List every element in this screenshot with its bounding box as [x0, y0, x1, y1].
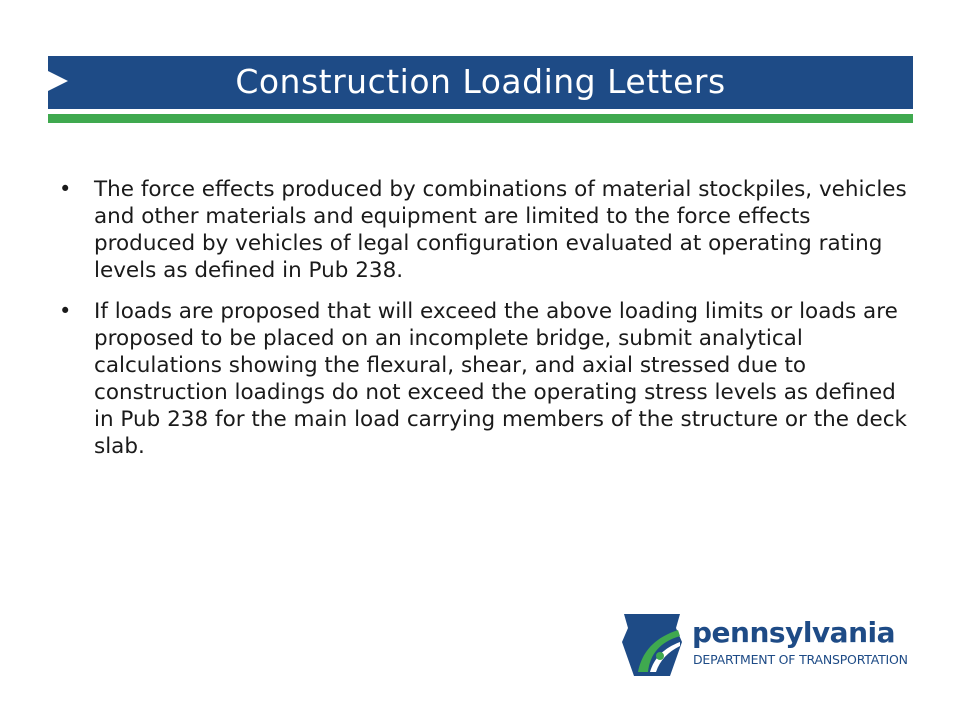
bullet-text: If loads are proposed that will exceed the above loading limits or loads are proposed to be placed on an incomplete bridge, submit analytical calculations showing the flexural, shear, and axial stressed due to construction loadings do not exceed the operating stress levels as defined in Pub 238 for the main load carrying members of the structure or the deck slab. — [94, 299, 907, 459]
penndot-logo — [620, 612, 920, 682]
keystone-icon — [620, 612, 684, 678]
bullet-text: The force effects produced by combinations of material stockpiles, vehicles and other materials and equipment are limited to the force effects produced by vehicles of legal configuration evaluated at operating rating levels as defined in Pub 238. — [94, 177, 907, 283]
bullet-list — [55, 176, 915, 474]
logo-wordmark: pennsylvania — [692, 616, 895, 649]
title-divider — [48, 114, 913, 123]
title-bar — [48, 56, 913, 109]
bullet-icon: • — [59, 299, 72, 323]
bullet-icon: • — [59, 177, 72, 201]
bullet-item — [55, 176, 915, 284]
bullet-item — [55, 298, 915, 460]
slide-title: Construction Loading Letters — [235, 62, 726, 101]
logo-subtitle: DEPARTMENT OF TRANSPORTATION — [693, 652, 908, 667]
